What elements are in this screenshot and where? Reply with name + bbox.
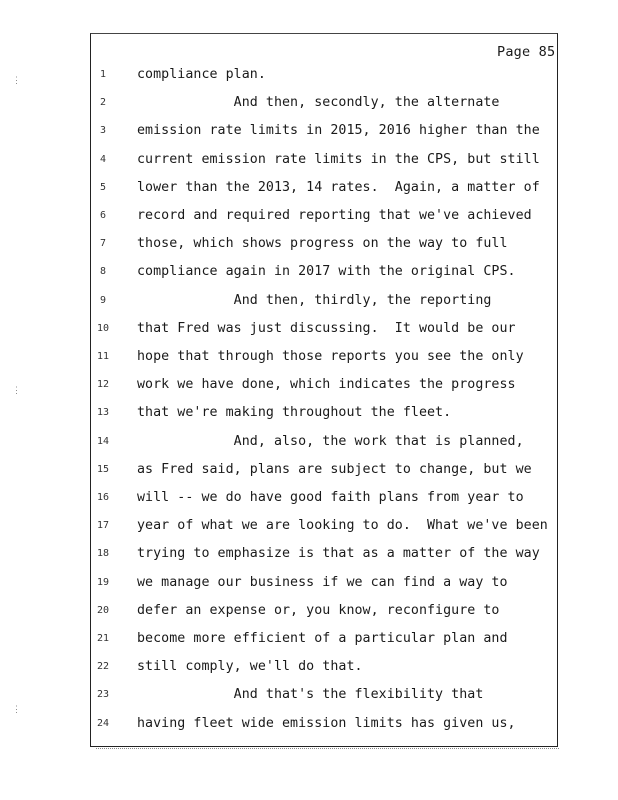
page-number: Page 85 (497, 44, 556, 60)
margin-mark: ⋮ (12, 705, 21, 715)
line-text: hope that through those reports you see the only (137, 349, 524, 364)
line-text: record and required reporting that we've achieved (137, 208, 532, 223)
line-text: And, also, the work that is planned, (137, 433, 524, 449)
margin-mark: ⋮ (12, 76, 21, 86)
line-number: 1 (99, 69, 107, 80)
line-text: lower than the 2013, 14 rates. Again, a matter of (137, 179, 540, 195)
line-text: current emission rate limits in the CPS, but still (137, 151, 540, 167)
line-number: 23 (96, 689, 110, 701)
line-number: 5 (99, 181, 107, 193)
line-number: 6 (99, 210, 107, 221)
line-number: 14 (96, 435, 110, 447)
margin-mark: ⋮ (12, 386, 21, 396)
line-number: 16 (96, 492, 110, 503)
line-number: 24 (96, 717, 110, 729)
line-number: 12 (96, 379, 110, 391)
line-text: year of what we are looking to do. What we've been (137, 518, 548, 534)
line-text: having fleet wide emission limits has given us, (137, 715, 516, 731)
line-text: as Fred said, plans are subject to change, but we (137, 461, 532, 477)
line-text: still comply, we'll do that. (137, 659, 363, 675)
line-text: And then, secondly, the alternate (137, 95, 500, 111)
line-number: 11 (96, 351, 110, 362)
line-text: And then, thirdly, the reporting (137, 292, 492, 308)
line-text: trying to emphasize is that as a matter of the way (137, 546, 540, 562)
line-text: emission rate limits in 2015, 2016 higher than the (137, 123, 540, 139)
line-text: those, which shows progress on the way to full (137, 236, 508, 252)
line-text: we manage our business if we can find a way to (137, 574, 508, 590)
line-number: 7 (99, 238, 107, 250)
line-number: 4 (99, 153, 107, 165)
line-number: 20 (96, 604, 110, 616)
line-text: And that's the flexibility that (137, 687, 484, 703)
line-text: become more efficient of a particular plan and (137, 631, 508, 646)
line-number: 15 (96, 463, 110, 475)
line-number: 9 (99, 294, 107, 306)
line-text: that Fred was just discussing. It would be our (137, 320, 516, 336)
line-number: 2 (99, 97, 107, 109)
line-text: compliance plan. (137, 67, 266, 82)
line-text: work we have done, which indicates the progress (137, 377, 516, 393)
line-text: will -- we do have good faith plans from year to (137, 490, 524, 505)
bottom-border-line (96, 748, 559, 749)
line-number: 13 (96, 407, 110, 419)
line-text: compliance again in 2017 with the original CPS. (137, 264, 516, 280)
line-text: defer an expense or, you know, reconfigure to (137, 602, 500, 618)
line-number: 10 (96, 322, 110, 334)
line-number: 18 (96, 548, 110, 560)
line-number: 21 (96, 633, 110, 644)
line-number: 8 (99, 266, 107, 278)
line-number: 22 (96, 661, 110, 673)
line-number: 3 (99, 125, 107, 137)
line-number: 19 (96, 576, 110, 588)
line-text: that we're making throughout the fleet. (137, 405, 452, 421)
line-number: 17 (96, 520, 110, 532)
